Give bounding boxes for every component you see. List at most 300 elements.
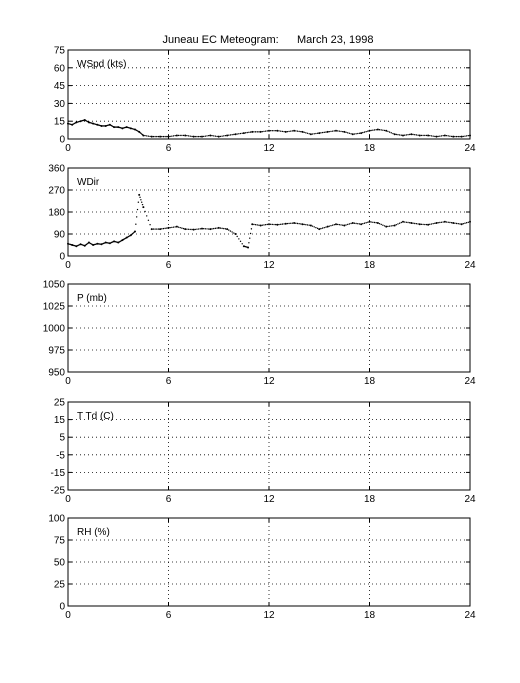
data-point bbox=[265, 224, 266, 225]
data-point bbox=[372, 130, 373, 131]
data-point bbox=[180, 227, 181, 228]
data-point bbox=[153, 228, 154, 229]
data-point bbox=[463, 223, 464, 224]
data-point bbox=[320, 132, 321, 133]
y-tick-label: 950 bbox=[48, 367, 65, 379]
data-point bbox=[153, 136, 154, 137]
data-point bbox=[258, 225, 259, 226]
data-point bbox=[293, 130, 295, 132]
data-point bbox=[242, 243, 243, 244]
data-point bbox=[278, 130, 279, 131]
data-point bbox=[141, 202, 142, 203]
data-point bbox=[404, 135, 405, 136]
data-point bbox=[191, 136, 192, 137]
data-point bbox=[265, 130, 266, 131]
data-point bbox=[135, 224, 136, 225]
x-tick-label: 18 bbox=[363, 494, 376, 505]
data-point bbox=[290, 130, 291, 131]
y-tick-label: -5 bbox=[56, 450, 65, 462]
data-point bbox=[236, 133, 237, 134]
data-point bbox=[211, 228, 212, 229]
data-point bbox=[314, 133, 315, 134]
data-point bbox=[144, 135, 145, 136]
data-point bbox=[441, 135, 442, 136]
data-point bbox=[452, 222, 454, 224]
data-point bbox=[195, 136, 196, 137]
data-point bbox=[406, 134, 407, 135]
data-point bbox=[359, 133, 360, 134]
data-point bbox=[437, 136, 438, 137]
data-point bbox=[136, 216, 137, 217]
data-point bbox=[464, 223, 465, 224]
data-point bbox=[320, 228, 321, 229]
data-point bbox=[159, 136, 161, 138]
data-point bbox=[343, 224, 345, 226]
data-point bbox=[169, 136, 170, 137]
data-point bbox=[334, 224, 335, 225]
data-point bbox=[218, 227, 220, 229]
data-point bbox=[251, 223, 253, 225]
data-point bbox=[355, 223, 356, 224]
data-point bbox=[449, 222, 450, 223]
data-point bbox=[290, 223, 291, 224]
data-point bbox=[374, 129, 375, 130]
data-point bbox=[230, 230, 231, 231]
data-point bbox=[387, 131, 388, 132]
data-point bbox=[329, 131, 330, 132]
data-point bbox=[364, 223, 365, 224]
data-point bbox=[357, 223, 358, 224]
data-point bbox=[208, 228, 209, 229]
data-point bbox=[342, 225, 343, 226]
data-point bbox=[216, 136, 217, 137]
data-point bbox=[327, 226, 329, 228]
data-point bbox=[391, 225, 392, 226]
data-point bbox=[242, 133, 243, 134]
data-point bbox=[283, 131, 284, 132]
data-point bbox=[303, 224, 304, 225]
data-point bbox=[276, 130, 278, 132]
data-point bbox=[220, 227, 221, 228]
data-point bbox=[216, 227, 217, 228]
data-point bbox=[332, 130, 333, 131]
data-point bbox=[196, 229, 197, 230]
data-point bbox=[272, 130, 273, 131]
data-point bbox=[251, 228, 252, 229]
data-point bbox=[280, 130, 281, 131]
data-point bbox=[322, 132, 323, 133]
data-point bbox=[382, 130, 383, 131]
data-point bbox=[231, 231, 232, 232]
data-point bbox=[370, 221, 371, 222]
data-point bbox=[461, 223, 463, 225]
x-tick-label: 0 bbox=[65, 260, 71, 271]
y-tick-label: 60 bbox=[53, 63, 65, 75]
x-tick-label: 18 bbox=[363, 376, 376, 387]
data-point bbox=[164, 136, 165, 137]
data-point bbox=[360, 132, 362, 134]
y-tick-label: 15 bbox=[53, 116, 65, 128]
data-point bbox=[142, 134, 144, 136]
data-point bbox=[260, 224, 262, 226]
data-point bbox=[263, 131, 264, 132]
data-point bbox=[295, 130, 296, 131]
x-tick-label: 6 bbox=[165, 376, 172, 387]
x-tick-label: 6 bbox=[165, 494, 172, 505]
x-tick-label: 12 bbox=[263, 494, 275, 505]
data-point bbox=[292, 130, 293, 131]
data-point bbox=[282, 223, 283, 224]
data-point bbox=[340, 224, 341, 225]
data-point bbox=[190, 229, 191, 230]
data-point bbox=[410, 133, 412, 135]
data-point bbox=[302, 223, 304, 225]
data-point bbox=[414, 134, 415, 135]
data-point bbox=[468, 135, 469, 136]
panel-3 bbox=[51, 398, 476, 506]
y-tick-label: 180 bbox=[48, 207, 65, 219]
data-point bbox=[169, 227, 170, 228]
data-point bbox=[464, 135, 465, 136]
data-point bbox=[339, 224, 340, 225]
panel-4 bbox=[48, 514, 476, 622]
data-point bbox=[387, 226, 388, 227]
data-point bbox=[200, 228, 201, 229]
data-point bbox=[151, 228, 153, 230]
data-point bbox=[439, 222, 440, 223]
data-point bbox=[218, 136, 220, 138]
data-point bbox=[205, 135, 206, 136]
data-point bbox=[171, 135, 172, 136]
data-point bbox=[211, 135, 212, 136]
data-point bbox=[223, 135, 224, 136]
data-point bbox=[273, 224, 274, 225]
data-point bbox=[340, 131, 341, 132]
data-point bbox=[148, 135, 149, 136]
data-point bbox=[248, 132, 249, 133]
x-tick-label: 6 bbox=[165, 143, 172, 154]
data-point bbox=[385, 130, 387, 132]
data-point bbox=[134, 231, 136, 233]
y-tick-label: 1050 bbox=[42, 279, 65, 291]
panel-label: T Td (C) bbox=[77, 411, 114, 422]
data-point bbox=[404, 221, 405, 222]
y-tick-label: 15 bbox=[53, 415, 65, 427]
data-point bbox=[257, 224, 258, 225]
data-point bbox=[198, 228, 199, 229]
data-point bbox=[168, 227, 170, 229]
data-point bbox=[262, 131, 263, 132]
data-point bbox=[255, 224, 256, 225]
data-point bbox=[407, 134, 408, 135]
data-point bbox=[181, 227, 182, 228]
data-point bbox=[159, 228, 161, 230]
data-point bbox=[287, 131, 288, 132]
data-point bbox=[397, 134, 398, 135]
data-point bbox=[275, 130, 276, 131]
data-point bbox=[406, 222, 407, 223]
data-point bbox=[334, 130, 335, 131]
data-point bbox=[372, 222, 373, 223]
data-point bbox=[409, 222, 410, 223]
data-point bbox=[422, 135, 423, 136]
data-point bbox=[250, 131, 251, 132]
data-point bbox=[315, 133, 316, 134]
data-point bbox=[354, 133, 355, 134]
data-point bbox=[305, 132, 306, 133]
data-point bbox=[330, 131, 331, 132]
data-point bbox=[298, 223, 299, 224]
data-point bbox=[282, 131, 283, 132]
data-point bbox=[376, 222, 377, 223]
data-point bbox=[429, 224, 430, 225]
data-point bbox=[206, 228, 207, 229]
data-point bbox=[184, 134, 186, 136]
panels-group bbox=[43, 46, 476, 622]
data-point bbox=[158, 136, 159, 137]
x-tick-label: 24 bbox=[464, 494, 476, 505]
data-point bbox=[443, 135, 444, 136]
data-point bbox=[193, 229, 195, 231]
data-point bbox=[154, 136, 155, 137]
data-point bbox=[200, 136, 201, 137]
x-tick-label: 24 bbox=[464, 610, 476, 621]
data-point bbox=[397, 223, 398, 224]
data-point bbox=[168, 136, 170, 138]
data-point bbox=[272, 224, 273, 225]
data-point bbox=[154, 228, 155, 229]
x-tick-label: 0 bbox=[65, 143, 71, 154]
data-point bbox=[142, 204, 143, 205]
data-point bbox=[324, 132, 325, 133]
figure-title: Juneau EC Meteogram: March 23, 1998 bbox=[162, 34, 374, 46]
data-point bbox=[285, 223, 287, 225]
data-point bbox=[419, 223, 421, 225]
data-point bbox=[295, 223, 296, 224]
data-point bbox=[208, 135, 209, 136]
data-point bbox=[310, 224, 312, 226]
data-point bbox=[183, 228, 184, 229]
data-point bbox=[248, 242, 249, 243]
y-tick-label: -15 bbox=[50, 467, 65, 479]
data-point bbox=[461, 136, 463, 138]
data-point bbox=[454, 223, 455, 224]
data-point bbox=[148, 220, 149, 221]
data-point bbox=[424, 224, 425, 225]
data-point bbox=[213, 228, 214, 229]
data-point bbox=[389, 131, 390, 132]
x-tick-label: 0 bbox=[65, 376, 71, 387]
data-point bbox=[312, 225, 313, 226]
data-point bbox=[452, 136, 454, 138]
data-point bbox=[469, 134, 471, 136]
data-point bbox=[226, 228, 228, 230]
data-point bbox=[399, 223, 400, 224]
data-point bbox=[262, 225, 263, 226]
data-point bbox=[310, 133, 312, 135]
data-point bbox=[297, 223, 298, 224]
data-point bbox=[416, 134, 417, 135]
data-point bbox=[394, 133, 396, 135]
data-point bbox=[240, 241, 241, 242]
data-point bbox=[228, 229, 229, 230]
data-point bbox=[221, 135, 222, 136]
data-point bbox=[184, 228, 186, 230]
data-point bbox=[434, 136, 435, 137]
data-point bbox=[391, 132, 392, 133]
data-point bbox=[350, 133, 351, 134]
data-point bbox=[309, 133, 310, 134]
data-point bbox=[369, 130, 371, 132]
data-point bbox=[367, 130, 368, 131]
data-point bbox=[332, 225, 333, 226]
x-tick-label: 12 bbox=[263, 610, 275, 621]
data-point bbox=[342, 131, 343, 132]
data-point bbox=[426, 224, 427, 225]
data-point bbox=[288, 223, 289, 224]
data-point bbox=[347, 224, 348, 225]
data-point bbox=[283, 223, 284, 224]
data-point bbox=[402, 221, 404, 223]
data-point bbox=[138, 194, 140, 196]
panel-label: RH (%) bbox=[77, 527, 110, 538]
data-point bbox=[139, 197, 140, 198]
data-point bbox=[247, 132, 248, 133]
data-point bbox=[190, 135, 191, 136]
data-point bbox=[215, 135, 216, 136]
data-point bbox=[399, 134, 400, 135]
data-point bbox=[401, 135, 402, 136]
data-point bbox=[240, 133, 241, 134]
data-point bbox=[315, 227, 316, 228]
data-point bbox=[228, 135, 229, 136]
y-tick-label: 30 bbox=[53, 98, 65, 110]
data-point bbox=[226, 134, 228, 136]
data-point bbox=[305, 224, 306, 225]
data-point bbox=[292, 222, 293, 223]
data-point bbox=[360, 223, 362, 225]
data-point bbox=[183, 135, 184, 136]
data-point bbox=[394, 224, 396, 226]
data-point bbox=[260, 131, 262, 133]
data-point bbox=[215, 228, 216, 229]
data-point bbox=[412, 223, 413, 224]
data-point bbox=[243, 132, 245, 134]
data-point bbox=[166, 227, 167, 228]
data-point bbox=[220, 136, 221, 137]
data-point bbox=[466, 222, 467, 223]
x-tick-label: 12 bbox=[263, 143, 275, 154]
y-tick-label: 75 bbox=[53, 45, 65, 57]
data-point bbox=[365, 131, 366, 132]
y-tick-label: 360 bbox=[48, 163, 65, 175]
data-point bbox=[410, 222, 412, 224]
y-tick-label: 100 bbox=[48, 513, 65, 525]
data-point bbox=[407, 222, 408, 223]
data-point bbox=[362, 223, 363, 224]
data-point bbox=[469, 221, 471, 223]
data-point bbox=[382, 225, 383, 226]
y-tick-label: 75 bbox=[53, 535, 65, 547]
data-point bbox=[463, 136, 464, 137]
data-point bbox=[417, 223, 418, 224]
data-point bbox=[178, 226, 179, 227]
data-point bbox=[456, 136, 457, 137]
data-point bbox=[173, 135, 174, 136]
data-point bbox=[233, 134, 234, 135]
data-point bbox=[193, 136, 195, 138]
data-point bbox=[429, 135, 430, 136]
data-point bbox=[275, 224, 276, 225]
data-point bbox=[195, 229, 196, 230]
data-point bbox=[188, 135, 189, 136]
data-point bbox=[314, 226, 315, 227]
y-tick-label: 50 bbox=[53, 557, 65, 569]
data-point bbox=[317, 228, 318, 229]
data-point bbox=[268, 223, 270, 225]
x-tick-label: 18 bbox=[363, 143, 376, 154]
data-point bbox=[379, 223, 380, 224]
data-point bbox=[205, 228, 206, 229]
data-point bbox=[191, 229, 192, 230]
data-point bbox=[288, 131, 289, 132]
data-point bbox=[349, 223, 350, 224]
data-point bbox=[287, 223, 288, 224]
data-point bbox=[327, 131, 329, 133]
data-point bbox=[251, 131, 253, 133]
panel-0 bbox=[54, 46, 476, 155]
data-point bbox=[225, 135, 226, 136]
data-point bbox=[255, 131, 256, 132]
data-point bbox=[206, 135, 207, 136]
data-point bbox=[401, 222, 402, 223]
data-point bbox=[293, 222, 295, 224]
data-point bbox=[458, 136, 459, 137]
data-point bbox=[298, 131, 299, 132]
data-point bbox=[330, 225, 331, 226]
data-point bbox=[307, 224, 308, 225]
panel-label: WSpd (kts) bbox=[77, 59, 127, 70]
data-point bbox=[221, 228, 222, 229]
data-point bbox=[459, 136, 460, 137]
data-point bbox=[354, 223, 355, 224]
data-point bbox=[448, 222, 449, 223]
data-point bbox=[186, 135, 187, 136]
data-point bbox=[339, 130, 340, 131]
data-point bbox=[352, 222, 354, 224]
data-point bbox=[377, 222, 379, 224]
data-point bbox=[164, 228, 165, 229]
data-point bbox=[317, 133, 318, 134]
data-point bbox=[416, 223, 417, 224]
data-point bbox=[377, 129, 379, 131]
data-point bbox=[437, 222, 438, 223]
data-point bbox=[250, 233, 251, 234]
data-point bbox=[161, 228, 162, 229]
x-tick-label: 24 bbox=[464, 260, 476, 271]
data-point bbox=[188, 229, 189, 230]
data-point bbox=[230, 134, 231, 135]
y-tick-label: 25 bbox=[53, 397, 65, 409]
data-point bbox=[443, 221, 444, 222]
data-point bbox=[146, 215, 147, 216]
x-tick-label: 18 bbox=[363, 610, 376, 621]
data-point bbox=[396, 224, 397, 225]
data-point bbox=[419, 134, 421, 136]
data-point bbox=[149, 224, 150, 225]
data-point bbox=[392, 133, 393, 134]
data-point bbox=[223, 228, 224, 229]
